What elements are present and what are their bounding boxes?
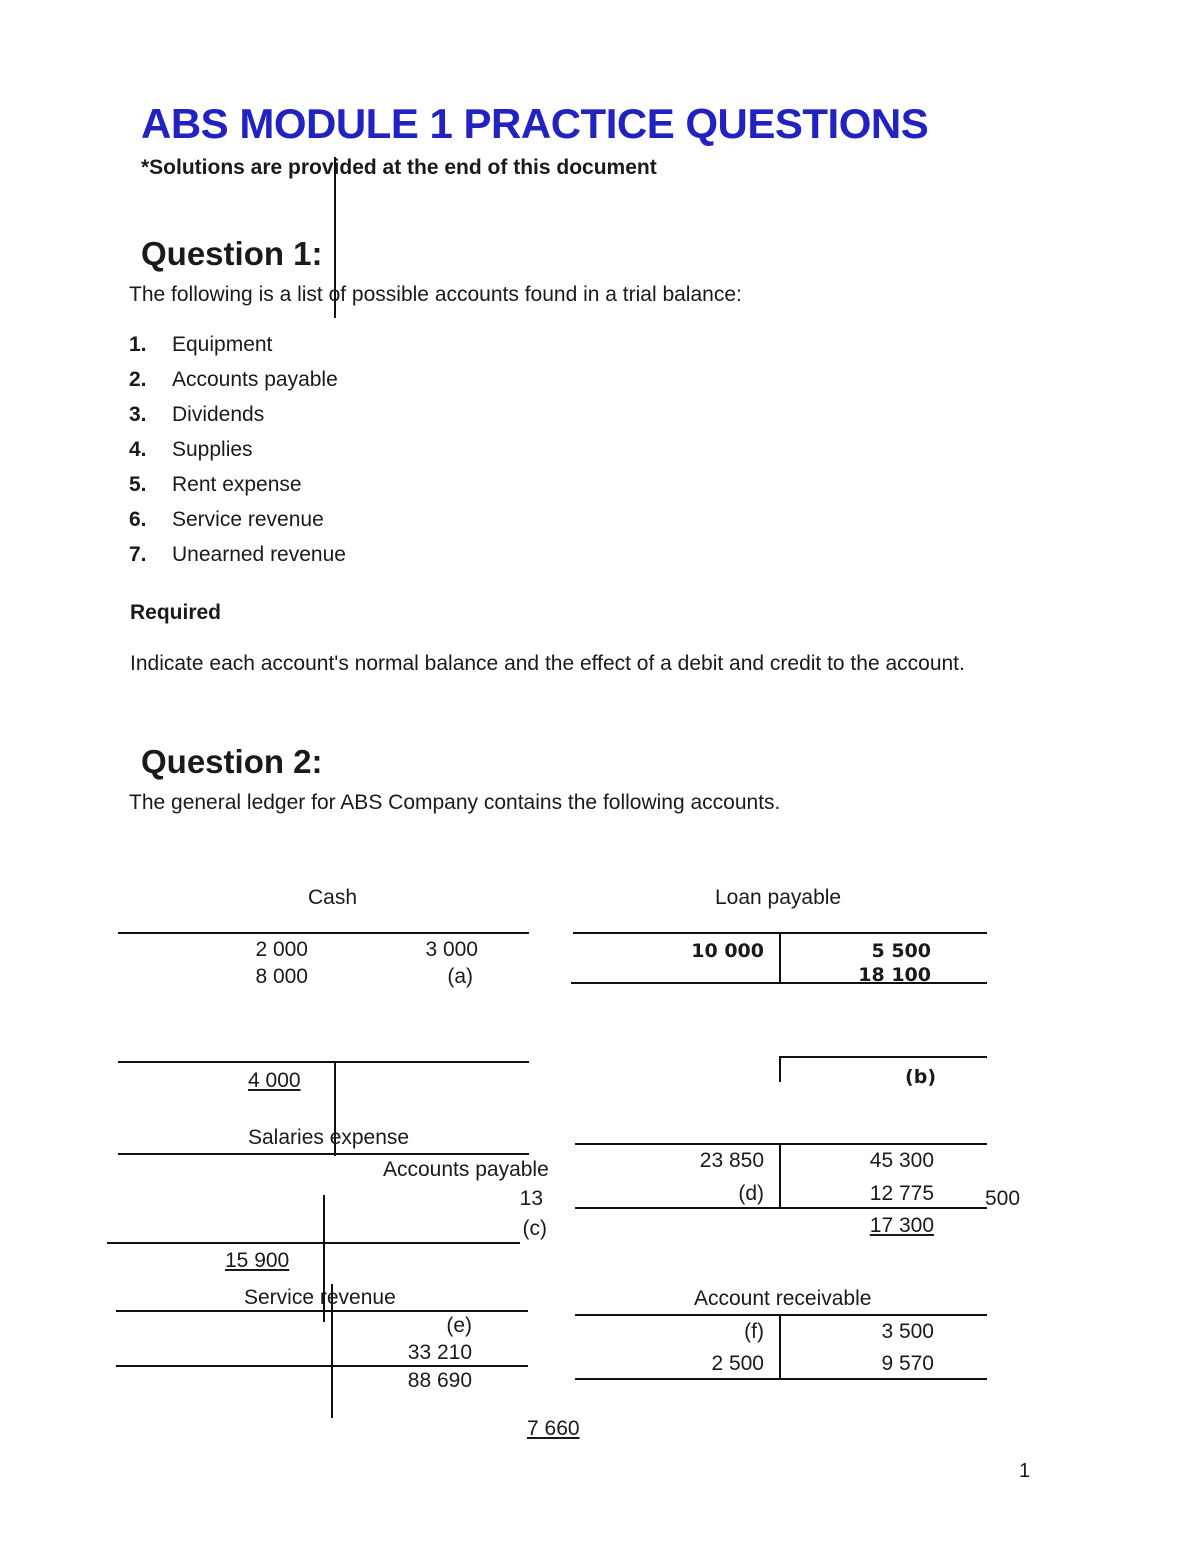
service-value-1: 33 210 [407,1341,472,1364]
ar-debit-2: 2 500 [711,1352,764,1375]
ap-title: Accounts payable [383,1158,549,1181]
value-13: 13 [519,1187,543,1210]
loan-balance-rule [779,1056,987,1058]
value-15900: 15 900 [225,1249,290,1272]
required-text: Indicate each account's normal balance and the effect of a debit and credit to the account. [130,652,965,675]
list-item: 5. Rent expense [129,473,302,496]
list-item: 1. Equipment [129,333,273,356]
ap-credit-2: 12 775 [869,1182,934,1205]
salaries-top-rule [118,1061,529,1063]
list-item: 4. Supplies [129,438,253,461]
service-value-3: 7 660 [527,1417,580,1440]
question-1-heading: Question 1: [141,235,323,272]
ap-credit-1: 45 300 [869,1149,934,1172]
cash-credit-1: 3 000 [425,938,478,961]
ap-debit-2: (d) [738,1182,764,1205]
ap-top-rule [575,1143,987,1145]
loan-divider [779,934,781,984]
cash-top-rule [118,932,529,934]
list-item: 7. Unearned revenue [129,543,346,566]
service-value-2: 88 690 [407,1369,472,1392]
page-number: 1 [1019,1460,1031,1482]
ar-divider [779,1316,781,1378]
cash-debit-1: 2 000 [255,938,308,961]
question-2-heading: Question 2: [141,743,323,780]
ar-credit-1: 3 500 [881,1320,934,1343]
loan-credit-3: (b) [905,1066,936,1088]
ap-divider [779,1145,781,1207]
cash-credit-2: (a) [447,965,473,988]
list-item: 3. Dividends [129,403,265,426]
ar-bottom-rule [575,1378,987,1380]
salaries-bottom-rule [118,1153,529,1155]
ar-title: Account receivable [694,1287,872,1310]
salaries-balance: 4 000 [248,1069,301,1092]
service-title: Service revenue [244,1286,396,1309]
document-title: ABS MODULE 1 PRACTICE QUESTIONS [141,100,929,147]
loan-bottom-rule [571,982,987,984]
loan-credit-1: 5 500 [871,940,931,962]
loan-credit-2: 18 100 [858,964,931,986]
list-item: 2. Accounts payable [129,368,338,391]
loan-title: Loan payable [715,886,842,909]
value-c: (c) [522,1217,547,1240]
account-list [129,327,346,572]
cash-debit-2: 8 000 [255,965,308,988]
ap-debit-1: 23 850 [699,1149,764,1172]
loan-balance-tick [779,1056,781,1082]
service-divider [331,1284,333,1418]
ar-top-rule [575,1314,987,1316]
ar-credit-2: 9 570 [881,1352,934,1375]
question-1-intro: The following is a list of possible accounts found in a trial balance: [129,283,742,306]
list-item: 6. Service revenue [129,508,324,531]
cash-title: Cash [308,886,358,909]
ap-fragment: 500 [985,1187,1021,1210]
required-label: Required [130,601,222,624]
question-2-intro: The general ledger for ABS Company contains the following accounts. [129,791,781,814]
salaries-title: Salaries expense [248,1126,410,1149]
ap-bottom-rule [575,1207,987,1209]
document-subtitle: *Solutions are provided at the end of this document [141,156,657,179]
ar-debit-1: (f) [744,1320,764,1343]
service-mid-rule [116,1365,528,1367]
stray-rule [107,1242,520,1244]
service-top-rule [116,1310,528,1312]
service-e: (e) [446,1314,472,1337]
loan-debit-1: 10 000 [691,940,764,962]
ap-credit-3: 17 300 [869,1214,934,1237]
